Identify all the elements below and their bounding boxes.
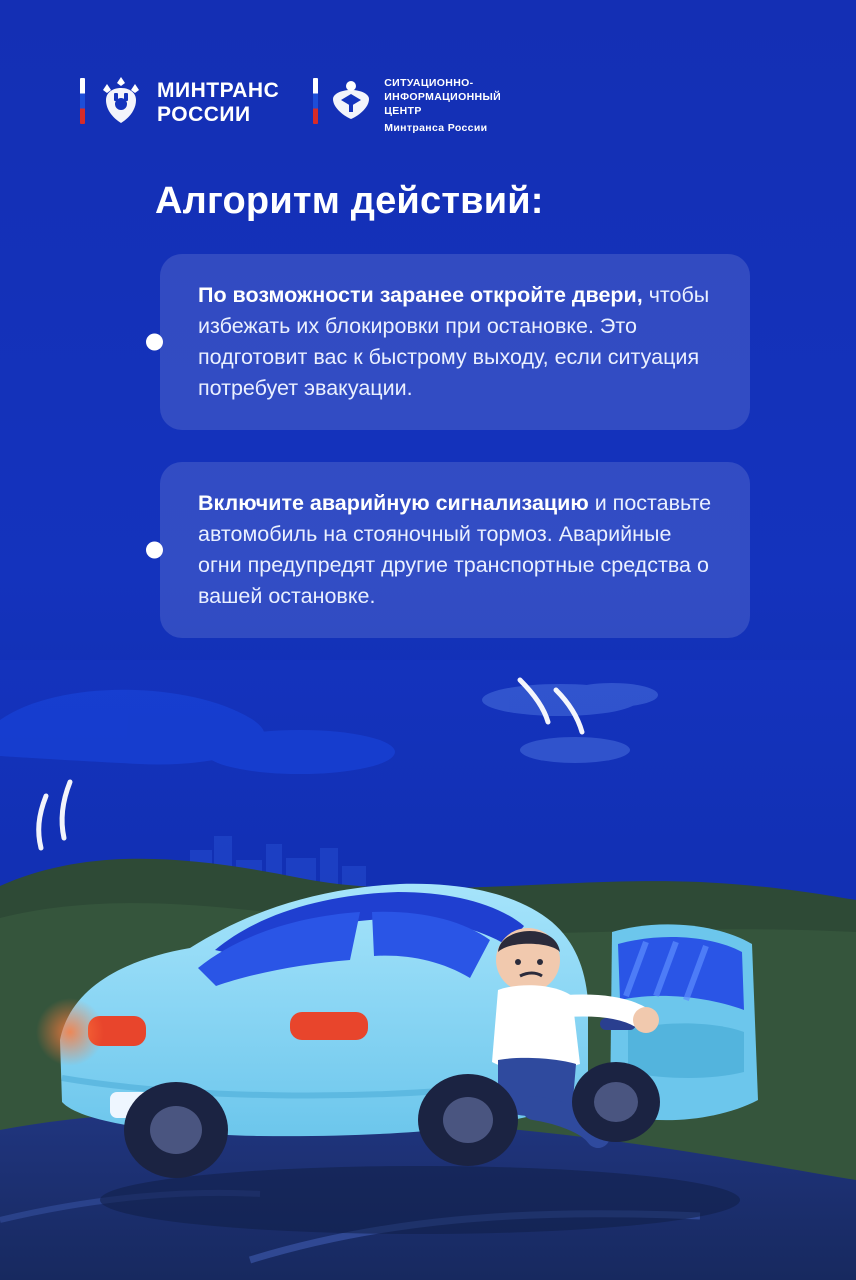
ministry-line-2: РОССИИ [157,102,251,126]
car-shadow [100,1166,740,1234]
russian-coat-of-arms-icon [97,74,145,126]
header-logos [80,74,501,135]
step-2-bold: Включите аварийную сигнализацию [198,490,589,515]
russian-flag-bar-2 [313,78,318,124]
center-line-4: Минтранса России [384,121,488,134]
step-card-1 [160,254,750,430]
center-line-1: СИТУАЦИОННО- [384,77,474,89]
ministry-logo [80,74,279,126]
step-card-2 [160,462,750,638]
russian-flag-bar [80,78,85,124]
center-logo-text [384,74,501,135]
night-road-illustration [0,660,856,1280]
hand [633,1007,659,1033]
arm [566,1006,642,1019]
steps-list [160,254,750,670]
center-logo [313,74,501,135]
step-1-bold: По возможности заранее откройте двери, [198,283,643,307]
bullet-icon-2 [146,541,163,558]
center-line-3: ЦЕНТР [384,105,422,118]
step-1-rest: чтобы избежать их блокировки при остановке. Это подготовит вас к быстрому выходу, если ситуация потребует эвакуации. [198,283,710,400]
ministry-line-1: МИНТРАНС [157,79,280,102]
illustration-scene [0,660,856,1280]
step-item-2 [160,462,750,638]
bullet-icon-1 [146,333,163,350]
step-item-1 [160,254,750,430]
step-2-rest: и поставьте автомобиль на стояночный тормоз. Аварийные огни предупредят другие транспортные средства о вашей остановке. [198,490,712,608]
ministry-logo-text [157,74,279,126]
situational-center-emblem-icon [330,74,372,120]
page-title: Алгоритм действий: [155,180,544,222]
center-line-2: ИНФОРМАЦИОННЫЙ [384,91,501,104]
